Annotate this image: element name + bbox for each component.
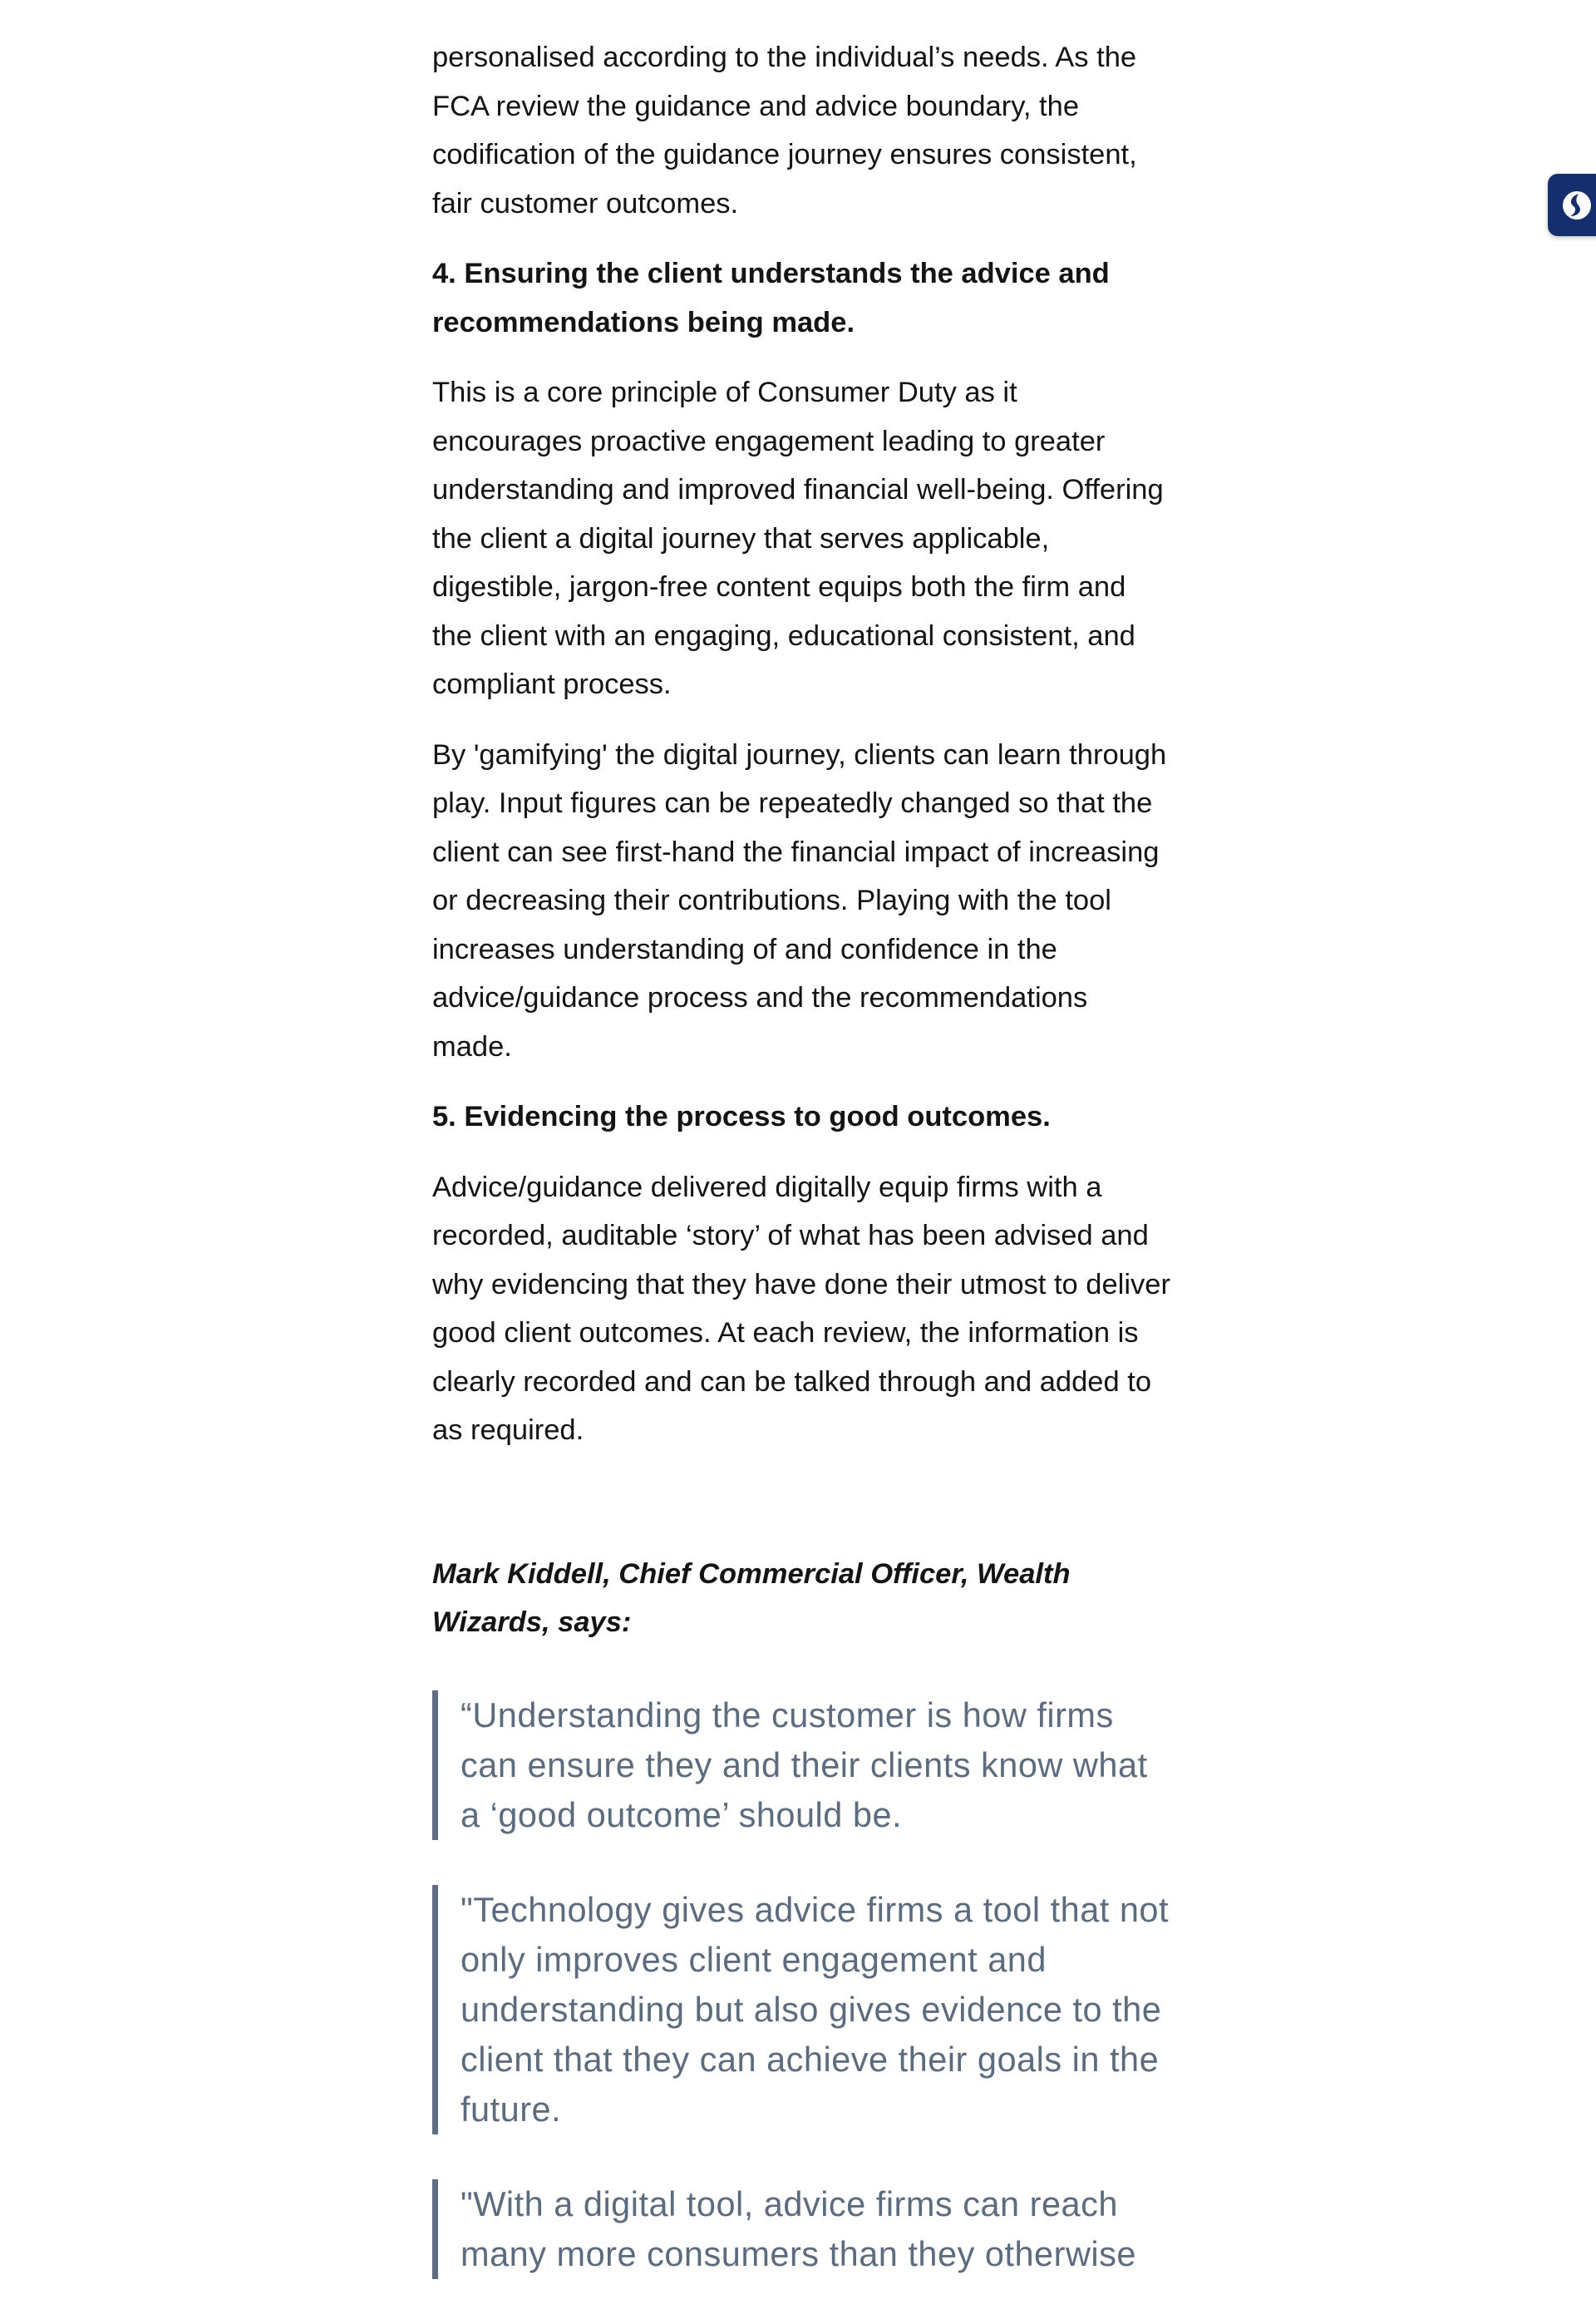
section-heading-5: 5. Evidencing the process to good outcomes. bbox=[432, 1101, 1051, 1132]
blockquote-3 bbox=[432, 2179, 1172, 2279]
section-heading-4: 4. Ensuring the client understands the advice and recommendations being made. bbox=[432, 258, 1110, 338]
blockquote-1 bbox=[432, 1690, 1172, 1840]
floating-widget-button[interactable] bbox=[1548, 174, 1596, 236]
quote-attribution: Mark Kiddell, Chief Commercial Officer, Wealth Wizards, says: bbox=[432, 1557, 1071, 1638]
s-logo-icon bbox=[1560, 189, 1594, 222]
paragraph-4a: This is a core principle of Consumer Duty as it encourages proactive engagement leading to greater understanding and improved financial well-being. Offering the client a digital journey that serves applicable, digestible, jargon-free content equips both the firm and the client with an engaging, educational consistent, and compliant process. bbox=[432, 377, 1164, 700]
section-spacer bbox=[432, 1477, 1172, 1550]
blockquote-2 bbox=[432, 1885, 1172, 2134]
blockquote-text: “Understanding the customer is how firms can ensure they and their clients know what a ‘good outcome’ should be. bbox=[461, 1695, 1148, 1834]
paragraph-intro-end: personalised according to the individual’s needs. As the FCA review the guidance and advice boundary, the codification of the guidance journey ensures consistent, fair customer outcomes. bbox=[432, 42, 1137, 220]
paragraph-4b: By 'gamifying' the digital journey, clients can learn through play. Input figures can be repeatedly changed so that the client can see first-hand the financial impact of increasing or decreasing their contributions. Playing with the tool increases understanding of and confidence in the advice/guidance process and the recommendations made. bbox=[432, 738, 1167, 1063]
blockquote-text: "With a digital tool, advice firms can reach many more consumers than they otherwise bbox=[461, 2183, 1136, 2273]
blockquote-text: "Technology gives advice firms a tool that not only improves client engagement and understanding but also gives evidence to the client that they can achieve their goals in the future. bbox=[461, 1889, 1170, 2129]
article-body bbox=[432, 33, 1172, 2324]
paragraph-5a: Advice/guidance delivered digitally equip firms with a recorded, auditable ‘story’ of what has been advised and why evidencing that they have done their utmost to deliver good client outcomes. At each review, the information is clearly recorded and can be talked through and added to as required. bbox=[432, 1171, 1170, 1446]
